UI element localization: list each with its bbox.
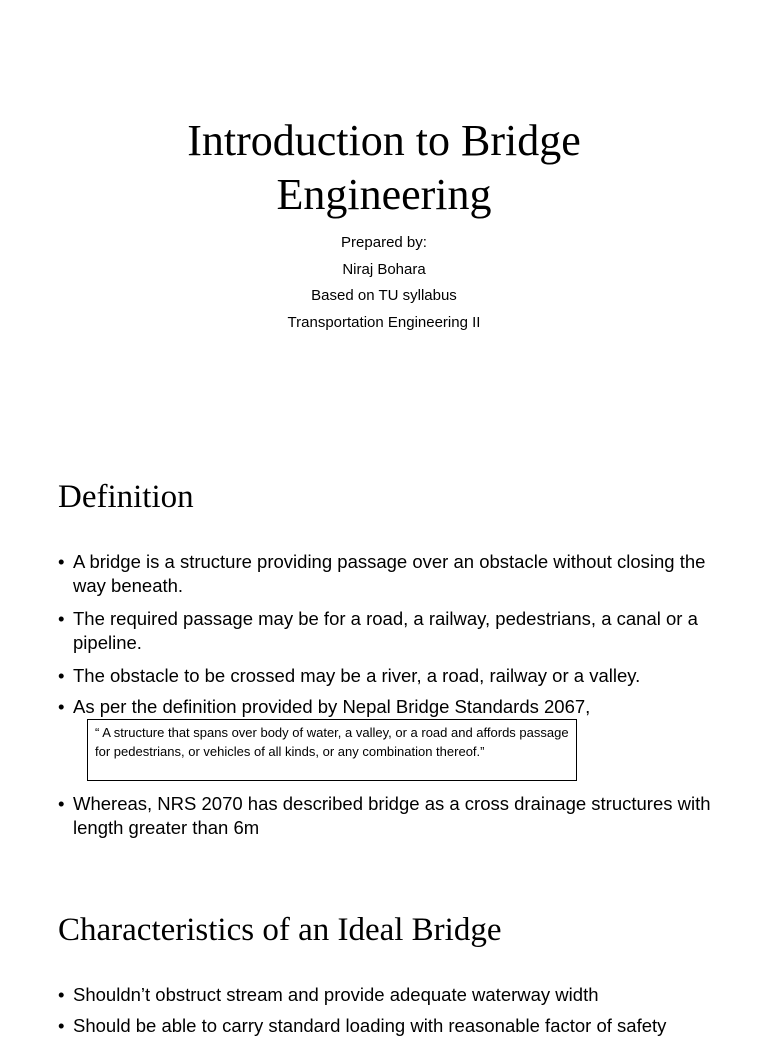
definition-bullet: • The required passage may be for a road, a railway, pedestrians, a canal or a pipeline. [58, 607, 723, 655]
definition-bullet: • Whereas, NRS 2070 has described bridge as a cross drainage structures with length greater than 6m [58, 792, 723, 840]
nbs-definition-quote: “ A structure that spans over body of water, a valley, or a road and affords passage for pedestrians, or vehicles of all kinds, or any combination thereof.” [87, 719, 577, 781]
title-line-2: Engineering [276, 170, 492, 219]
definition-bullet: • A bridge is a structure providing passage over an obstacle without closing the way beneath. [58, 550, 723, 598]
prepared-by-label: Prepared by: [341, 234, 427, 251]
definition-heading: Definition [58, 479, 194, 515]
title-line-1: Introduction to Bridge [187, 116, 581, 165]
presentation-title [0, 114, 768, 222]
subtitle-block [0, 230, 768, 336]
characteristics-bullet: • Shouldn’t obstruct stream and provide adequate waterway width [58, 983, 723, 1007]
definition-bullet: • The obstacle to be crossed may be a river, a road, railway or a valley. [58, 664, 723, 688]
syllabus-note: Based on TU syllabus [311, 287, 457, 304]
characteristics-heading: Characteristics of an Ideal Bridge [58, 912, 502, 948]
title-slide [0, 0, 768, 440]
course-name: Transportation Engineering II [287, 313, 481, 331]
definition-bullet: • As per the definition provided by Nepal Bridge Standards 2067, [58, 695, 723, 719]
author-name: Niraj Bohara [342, 260, 426, 278]
characteristics-bullet: • Should be able to carry standard loading with reasonable factor of safety [58, 1014, 723, 1038]
